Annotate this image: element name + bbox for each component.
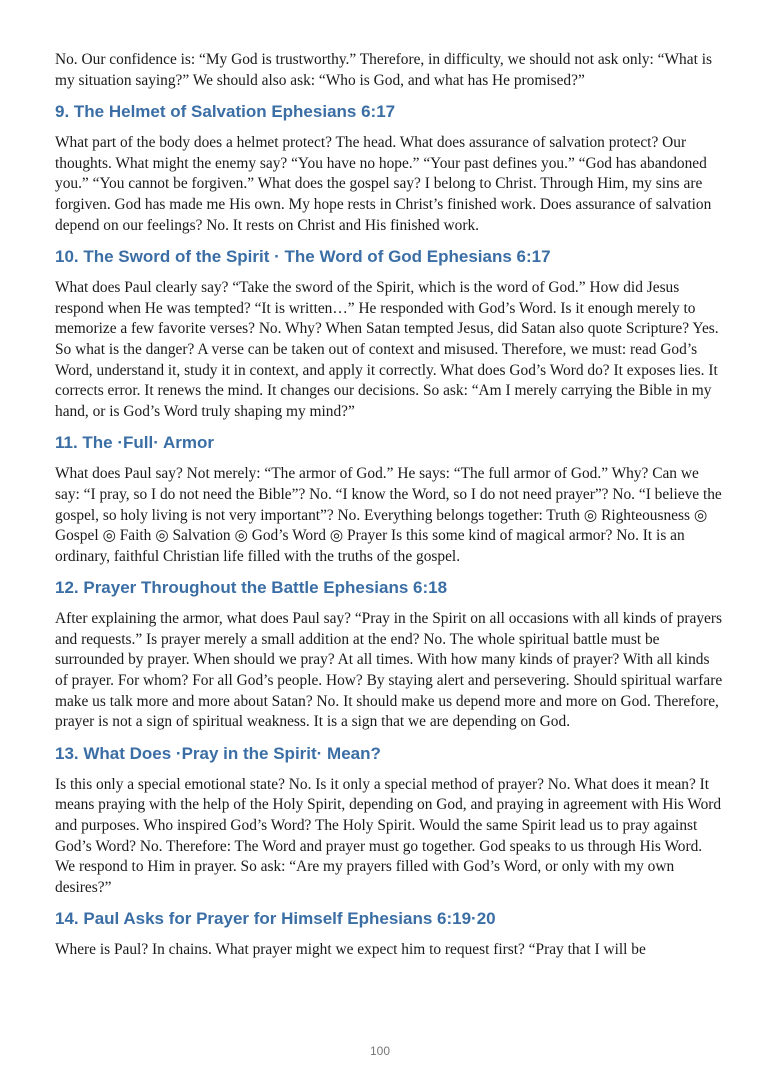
section-heading-helmet-of-salvation: 9. The Helmet of Salvation Ephesians 6:17 [55,102,396,122]
section-heading-prayer-throughout-battle: 12. Prayer Throughout the Battle Ephesians 6:18 [55,578,448,598]
section-heading-pray-in-the-spirit: 13. What Does ·Pray in the Spirit· Mean? [55,743,381,763]
section-body-sword-of-the-spirit: What does Paul clearly say? “Take the sword of the Spirit, which is the word of God.” How did Jesus respond when He was tempted? “It is written…” He responded with God’s Word. Is it enough merely to memorize a few favorite verses? No. Why? When Satan tempted Jesus, did Satan also quote Scripture? Yes. So what is the danger? A verse can be taken out of context and misused. Therefore, we must: read God’s Word, understand it, study it in context, and apply it correctly. What does God’s Word do? It exposes lies. It corrects error. It renews the mind. It changes our decisions. So ask: “Am I merely carrying the Bible in my hand, or is God’s Word truly shaping my mind?” [55,279,719,420]
page-number: 100 [369,1044,391,1058]
section-heading-paul-asks-for-prayer: 14. Paul Asks for Prayer for Himself Ephesians 6:19·20 [55,909,496,929]
section-body-full-armor: What does Paul say? Not merely: “The armor of God.” He says: “The full armor of God.” Why? Can we say: “I pray, so I do not need the Bible”? No. “I know the Word, so I do not need prayer”? No. “I believe the gospel, so holy living is not very important”? No. Everything belongs together: Truth ◎ Righteousness ◎ Gospel ◎ Faith ◎ Salvation ◎ God’s Word ◎ Prayer Is this some kind of magical armor? No. It is an ordinary, faithful Christian life filled with the truths of the gospel. [55,465,722,565]
intro-paragraph: No. Our confidence is: “My God is trustworthy.” Therefore, in difficulty, we should not ask only: “What is my situation saying?” We should also ask: “Who is God, and what has He promised?” [55,51,712,89]
section-body-pray-in-the-spirit: Is this only a special emotional state? No. Is it only a special method of prayer? No. What does it mean? It means praying with the help of the Holy Spirit, depending on God, and praying in agreement with His Word and purposes. Who inspired God’s Word? The Holy Spirit. Would the same Spirit lead us to pray against God’s Word? No. Therefore: The Word and prayer must go together. God speaks to us through His Word. We respond to Him in prayer. So ask: “Are my prayers filled with God’s Word, or only with my own desires?” [55,775,722,896]
page-content [55,50,723,961]
section-body-helmet-of-salvation: What part of the body does a helmet protect? The head. What does assurance of salvation protect? Our thoughts. What might the enemy say? “You have no hope.” “Your past defines you.” “God has abandoned you.” “You cannot be forgiven.” What does the gospel say? I belong to Christ. Through Him, my sins are forgiven. God has made me His own. My hope rests in Christ’s finished work. Does assurance of salvation depend on our feelings? No. It rests on Christ and His finished work. [55,134,712,234]
section-heading-full-armor: 11. The ·Full· Armor [55,433,215,453]
section-body-prayer-throughout-battle: After explaining the armor, what does Paul say? “Pray in the Spirit on all occasions with all kinds of prayers and requests.” Is prayer merely a small addition at the end? No. The whole spiritual battle must be surrounded by prayer. When should we pray? At all times. With how many kinds of prayer? With all kinds of prayer. For whom? For all God’s people. How? By staying alert and persevering. Should spiritual warfare make us talk more and more about Satan? No. It should make us depend more and more on God. Therefore, prayer is not a sign of spiritual weakness. It is a sign that we are depending on God. [55,610,723,731]
section-heading-sword-of-the-spirit: 10. The Sword of the Spirit · The Word of God Ephesians 6:17 [55,247,551,267]
section-body-paul-asks-for-prayer: Where is Paul? In chains. What prayer might we expect him to request first? “Pray that I will be [55,941,646,959]
